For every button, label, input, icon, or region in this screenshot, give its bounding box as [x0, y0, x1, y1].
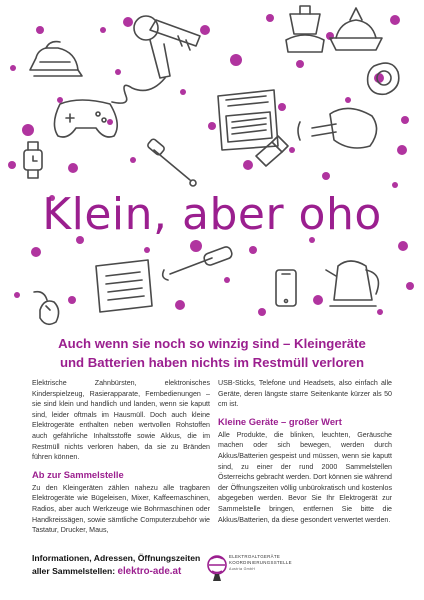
gamepad-icon	[54, 100, 117, 137]
right-body: Alle Produkte, die blinken, leuchten, Geräusche machen oder sich bewegen, werden durch Akkus/Batterien gespeist und müssen, wenn sie kaputt sind, zu einer der rund 2000 Sammelstellen Österreichs gebracht werden. Dort können sie während der Öffnungszeiten völlig unbürokratisch und kostenlos abgegeben werden. Bevor Sie Ihr Elektrogerät zur Sammelstelle bringen, entfernen Sie bitte die Akkus/Batterien, da diese gesondert verwertet werden.	[218, 430, 392, 524]
smartphone-icon	[276, 270, 296, 306]
shaver-icon	[368, 63, 399, 94]
headline: Klein, aber oho	[42, 189, 382, 240]
subtitle-line-1: Auch wenn sie noch so winzig sind – Kleingeräte	[58, 336, 366, 351]
citrus-press-icon	[330, 8, 382, 50]
organization-logo-text	[229, 554, 339, 572]
subtitle	[0, 334, 424, 372]
left-heading: Ab zur Sammelstelle	[32, 468, 124, 480]
right-intro: USB-Sticks, Telefone und Headsets, also einfach alle Geräte, deren längste starre Seitenkante kürzer als 50 cm ist.	[218, 379, 392, 409]
logo-line-2: KOORDINIERUNGSSTELLE	[229, 560, 292, 565]
iron-icon	[30, 42, 82, 76]
usb-stick-icon	[256, 136, 288, 166]
hair-dryer-icon	[112, 16, 200, 103]
smartwatch-icon	[24, 142, 42, 178]
left-body: Zu den Kleingeräten zählen nahezu alle tragbaren Elektrogeräte wie Bügeleisen, Mixer, Kaffeemaschinen, Radios, aber auch Werkzeuge wie Bohrmaschinen oder Handkreissägen, sowie sämtliche Computerzubehör wie Tastatur, Drucker, Maus,	[32, 483, 210, 535]
footer-line-2	[32, 565, 232, 578]
milk-frother-icon	[147, 138, 196, 186]
subtitle-line-2: und Batterien haben nichts im Restmüll verloren	[59, 355, 365, 370]
bathroom-scale-icon	[96, 260, 152, 312]
hand-mixer-icon	[298, 108, 377, 148]
footer-prefix: aller Sammelstellen:	[32, 566, 118, 576]
logo-line-3: Austria GmbH	[229, 567, 256, 571]
blender-icon	[163, 246, 234, 280]
left-intro: Elektrische Zahnbürsten, elektronisches Kinderspielzeug, Rasierapparate, Fernbedienungen – sie sind klein und handlich und landen, wenn sie kaputt sind, leider oftmals im Hausmüll. Doch auch kleine Elektrogeräte enthalten neben wertvollen Rohstoffen auch gefährliche Inhaltsstoffe sowie Akkus, die im Restmüll nichts verloren haben, da sie zu Bränden führen können.	[32, 379, 210, 462]
kettle-icon	[326, 261, 378, 306]
footer-line-1: Informationen, Adressen, Öffnungszeiten	[32, 553, 201, 563]
logo-line-1: ELEKTROALTGERÄTE	[229, 554, 281, 559]
mouse-icon	[34, 292, 59, 325]
juicer-icon	[286, 6, 324, 52]
footer-info	[32, 552, 232, 578]
right-heading: Kleine Geräte – großer Wert	[218, 415, 342, 427]
left-column	[32, 378, 210, 536]
toaster-icon	[218, 90, 278, 150]
footer-url-link[interactable]: elektro-ade.at	[117, 566, 182, 577]
right-column	[218, 378, 392, 525]
